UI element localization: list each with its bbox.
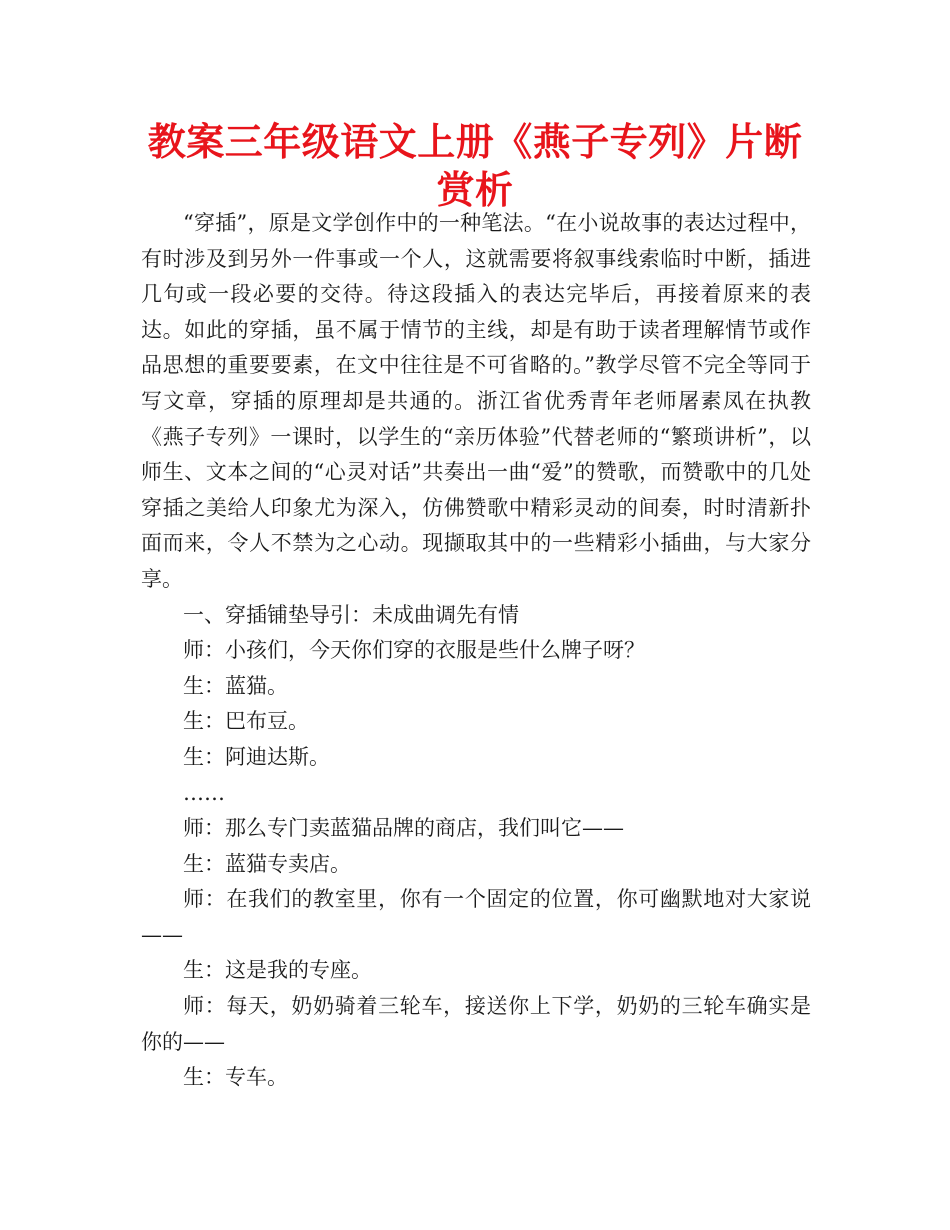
dialogue-line: 生：这是我的专座。: [183, 958, 372, 983]
ellipsis-line: ……: [183, 780, 225, 805]
dialogue-line: 生：蓝猫专卖店。: [183, 851, 351, 876]
dialogue-line: 生：蓝猫。: [183, 673, 288, 698]
dialogue-line: 生：巴布豆。: [183, 709, 309, 734]
section-heading: 一、穿插铺垫导引：未成曲调先有情: [183, 602, 519, 627]
document-title: 教案三年级语文上册《燕子专列》片断赏析: [147, 120, 803, 212]
dialogue-line: 师：在我们的教室里，你有一个固定的位置，你可幽默地对大家说——: [141, 887, 811, 947]
dialogue-line: 师：小孩们，今天你们穿的衣服是些什么牌子呀？: [183, 638, 645, 663]
dialogue-line: 师：那么专门卖蓝猫品牌的商店，我们叫它——: [183, 816, 624, 841]
document-body: [141, 206, 811, 1096]
intro-paragraph: “穿插”，原是文学创作中的一种笔法。“在小说故事的表达过程中，有时涉及到另外一件事或一个人，这就需要将叙事线索临时中断，插进几句或一段必要的交待。待这段插入的表达完毕后，再接着原来的表达。如此的穿插，虽不属于情节的主线，却是有助于读者理解情节或作品思想的重要要素，在文中往往是不可省略的。”教学尽管不完全等同于写文章，穿插的原理却是共通的。浙江省优秀青年老师屠素凤在执教《燕子专列》一课时，以学生的“亲历体验”代替老师的“繁琐讲析”，以师生、文本之间的“心灵对话”共奏出一曲“爱”的赞歌，而赞歌中的几处穿插之美给人印象尤为深入，仿佛赞歌中精彩灵动的间奏，时时清新扑面而来，令人不禁为之心动。现撷取其中的一些精彩小插曲，与大家分享。: [141, 211, 811, 591]
dialogue-line: 生：专车。: [183, 1065, 288, 1090]
dialogue-line: 生：阿迪达斯。: [183, 744, 330, 769]
dialogue-line: 师：每天，奶奶骑着三轮车，接送你上下学，奶奶的三轮车确实是你的——: [141, 994, 811, 1054]
